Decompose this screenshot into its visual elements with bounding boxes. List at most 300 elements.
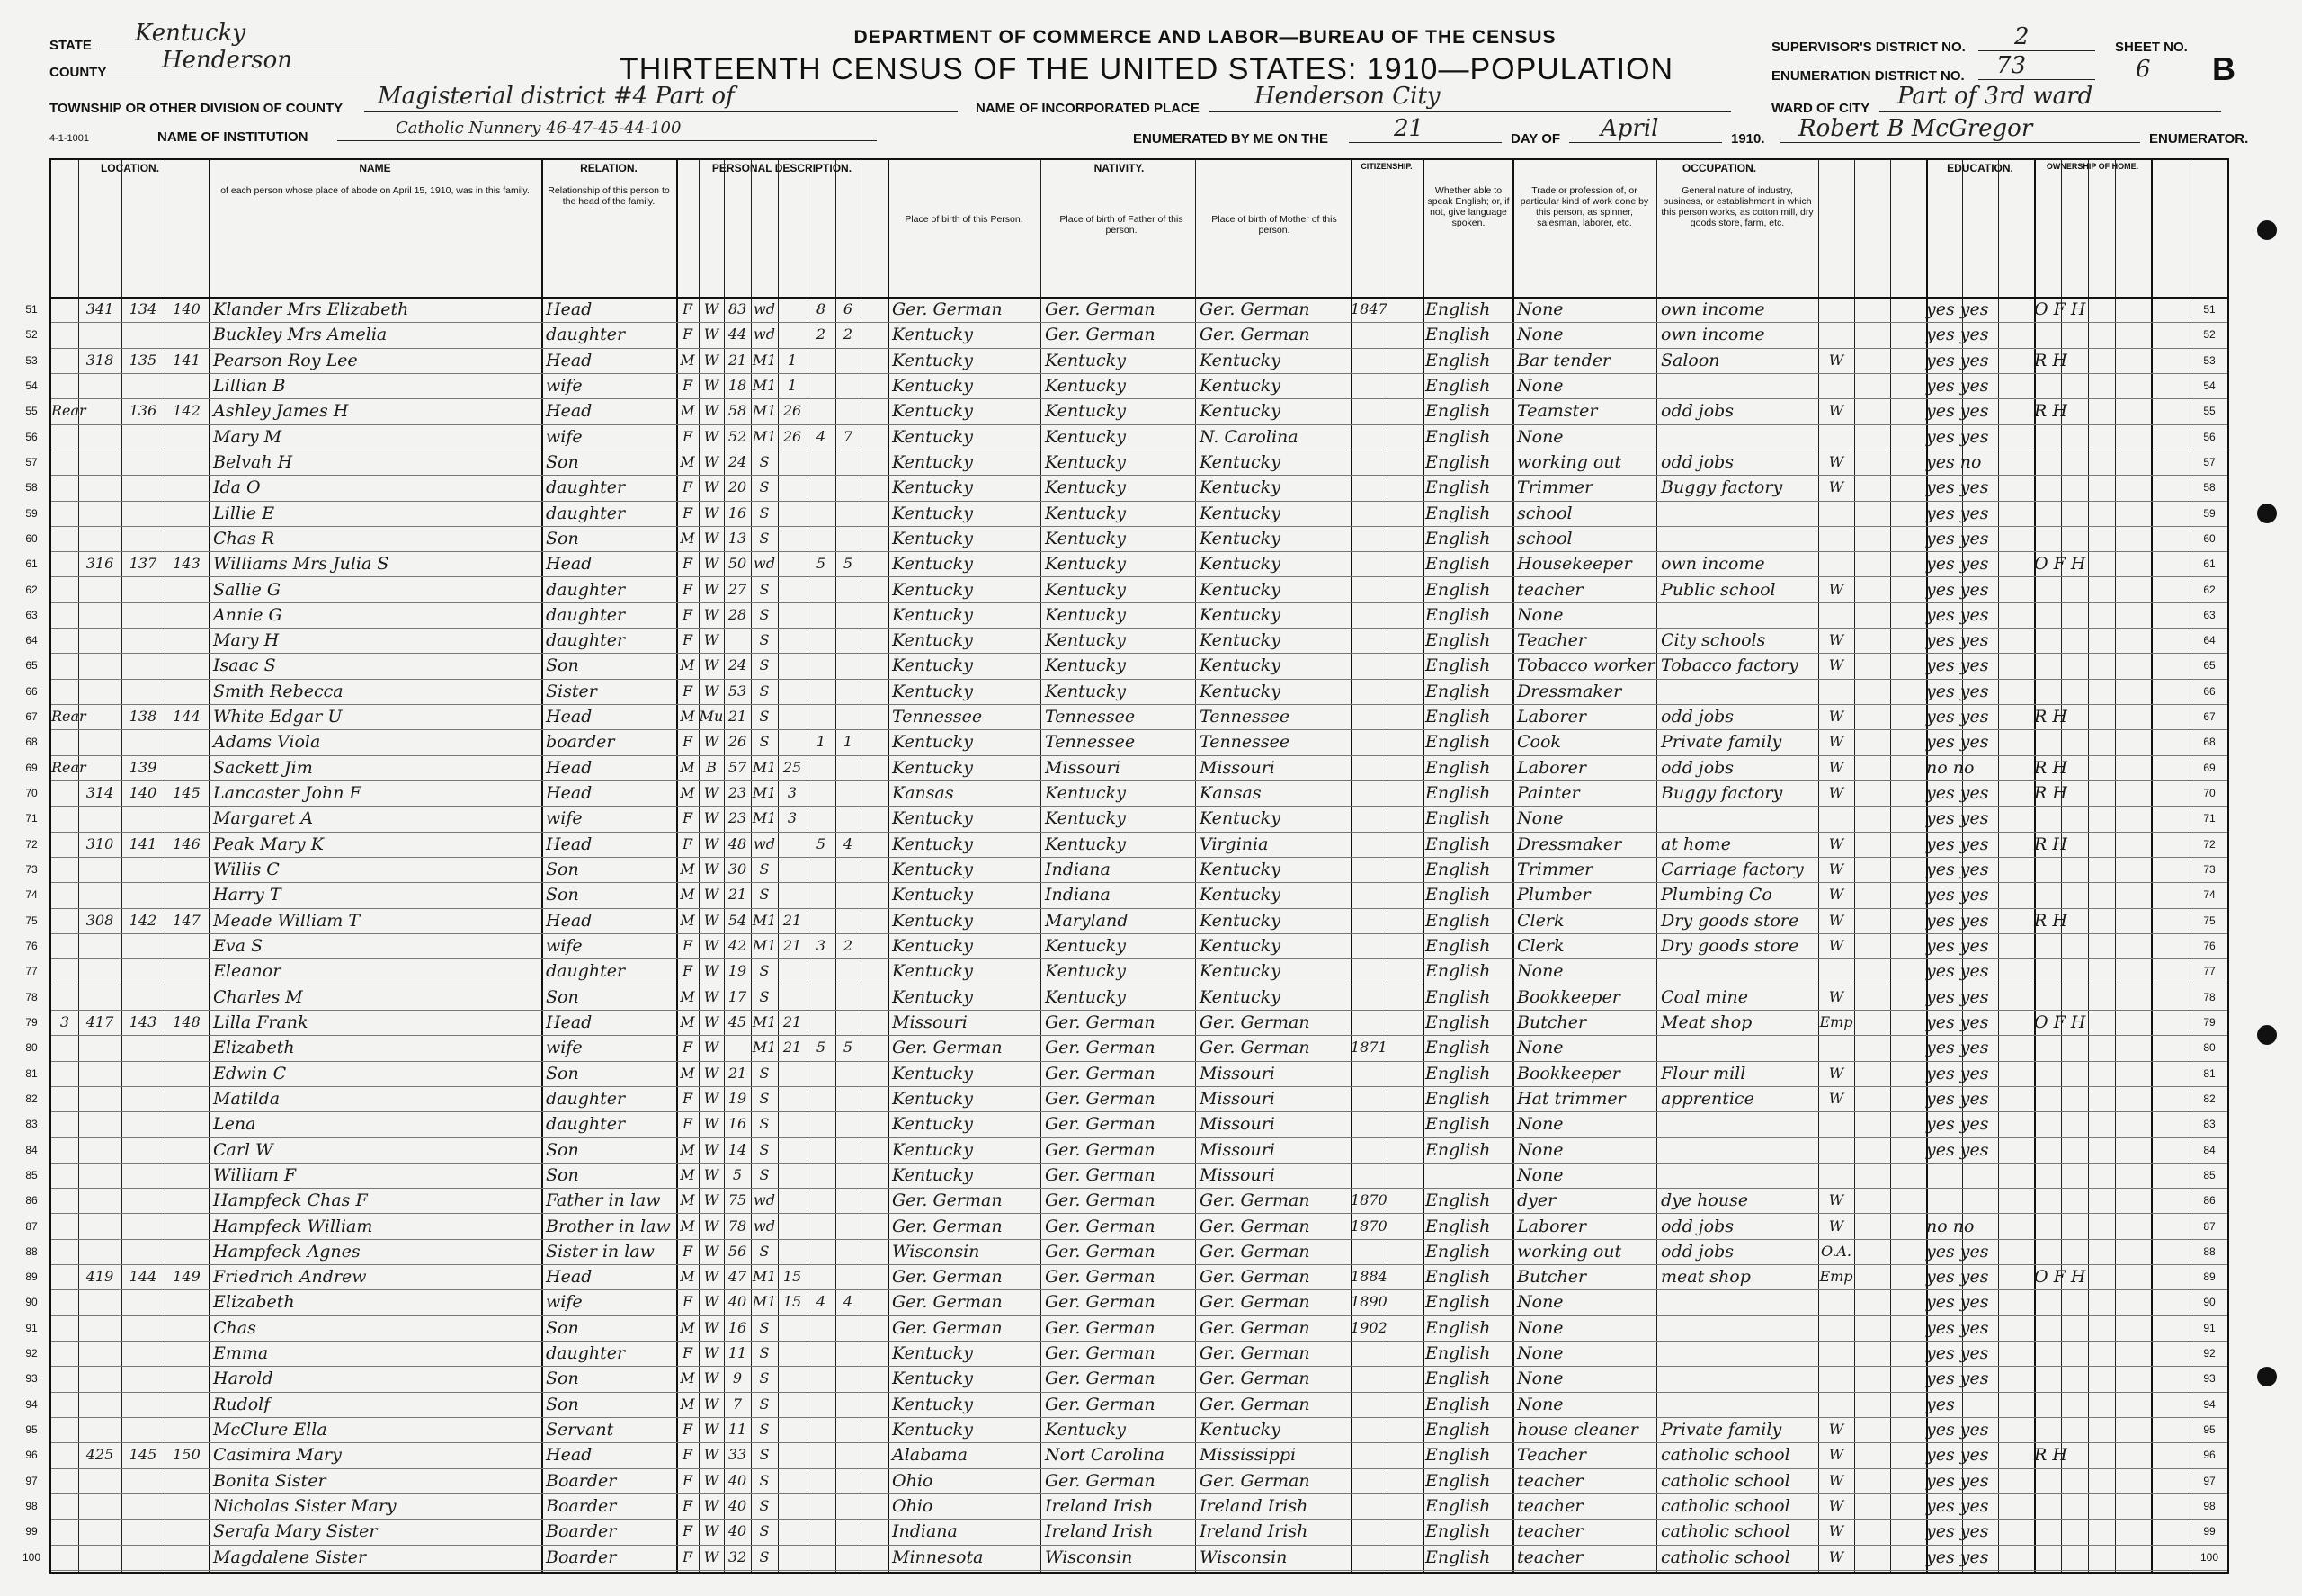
cell-imm: 1884 [1351,1268,1387,1286]
cell-pob: Kentucky [892,1139,973,1160]
cell-name: Rudolf [213,1394,271,1414]
cell-pob: Ger. German [892,1292,1003,1313]
table-row [25,1086,2227,1112]
cell-trade: Painter [1517,783,1580,804]
binder-hole [2257,1025,2277,1045]
table-row [25,985,2227,1011]
cell-lang: English [1425,1292,1491,1313]
cell-mpob: Missouri [1200,757,1275,778]
cell-lang: English [1425,910,1491,931]
cell-rel: wife [546,375,583,396]
cell-emp: W [1828,784,1844,802]
cell-mar: S [759,886,770,904]
cell-mpob: Kentucky [1200,503,1280,523]
department-heading: DEPARTMENT OF COMMERCE AND LABOR—BUREAU OF THE CENSUS [853,27,1557,48]
cell-race: W [703,1293,719,1311]
line-number-right: 81 [2203,1066,2216,1080]
table-row [25,1315,2227,1342]
cell-mar: M1 [752,911,777,929]
cell-sex: F [682,1039,693,1057]
cell-living: 6 [843,300,853,317]
cell-ind: catholic school [1661,1470,1790,1491]
cell-mar: S [759,1115,770,1133]
cell-family: 143 [173,555,201,573]
cell-ind: catholic school [1661,1521,1790,1542]
cell-yn: yes yes [1926,860,1989,880]
enumerator-value: Robert B McGregor [1798,115,2033,142]
cell-yn: yes yes [1926,528,1989,548]
cell-age: 28 [727,605,747,623]
cell-race: W [703,1140,719,1158]
cell-sex: M [680,1217,695,1235]
cell-age: 47 [727,1268,747,1286]
line-number: 100 [22,1550,41,1564]
table-header [51,160,2227,299]
cell-emp: W [1828,733,1844,751]
cell-trade: None [1517,1343,1564,1364]
cell-age: 5 [732,1165,743,1183]
group-occupation: OCCUPATION. [1682,162,1757,174]
cell-mpob: Tennessee [1200,732,1290,753]
cell-emp: W [1828,987,1844,1005]
cell-race: W [703,452,719,470]
cell-race: W [703,1191,719,1209]
cell-rel: Son [546,451,579,472]
cell-mar: wd [754,1191,775,1209]
cell-mar: wd [754,300,775,317]
line-number-right: 61 [2203,557,2216,571]
cell-mar: S [759,1089,770,1107]
cell-fpob: Ger. German [1045,299,1155,319]
cell-age: 19 [727,962,747,980]
cell-race: W [703,631,719,649]
cell-yrs: 25 [782,758,802,776]
cell-rel: boarder [546,732,615,753]
cell-lang: English [1425,1317,1491,1338]
cell-yn: yes yes [1926,707,1989,727]
cell-family: 146 [173,834,201,852]
cell-trade: Trimmer [1517,860,1593,880]
cell-name: Lilla Frank [213,1012,308,1032]
cell-yn: no no [1926,1216,1975,1236]
line-number: 66 [25,684,38,698]
cell-name: Ida O [213,477,261,498]
cell-rel: Boarder [546,1521,617,1542]
line-number-right: 77 [2203,965,2216,978]
cell-race: W [703,325,719,343]
cell-ind: Coal mine [1661,986,1748,1007]
cell-rel: daughter [546,630,626,651]
cell-race: W [703,1012,719,1030]
place-line [1209,111,1731,112]
line-number: 91 [25,1321,38,1334]
cell-emp: W [1828,452,1844,470]
cell-pob: Kentucky [892,910,973,931]
cell-fpob: Ger. German [1045,1292,1155,1313]
cell-rel: Son [546,1164,579,1185]
table-row [25,653,2227,679]
table-row [25,933,2227,959]
cell-age: 30 [727,860,747,878]
cell-dwelling: 139 [129,758,157,776]
cell-lang: English [1425,477,1491,498]
cell-born: 5 [816,834,826,852]
cell-yn: yes yes [1926,477,1989,498]
cell-family: 150 [173,1446,201,1464]
cell-ind: Dry goods store [1661,910,1799,931]
cell-name: White Edgar U [213,707,343,727]
table-row [25,450,2227,476]
line-number: 63 [25,608,38,621]
enumerator-line [1780,142,2140,143]
cell-yn: yes yes [1926,1267,1989,1288]
cell-race: W [703,478,719,496]
cell-mar: S [759,1318,770,1336]
cell-yrs: 26 [782,402,802,420]
cell-dwelling: 142 [129,911,157,929]
cell-age: 24 [727,452,747,470]
cell-emp: Emp [1819,1268,1853,1286]
cell-emp: Emp [1819,1012,1853,1030]
cell-lang: English [1425,986,1491,1007]
cell-yn: yes yes [1926,1470,1989,1491]
cell-name: Belvah H [213,451,293,472]
line-number: 74 [25,888,38,902]
table-row [25,297,2227,323]
cell-mpob: Ger. German [1200,1216,1310,1236]
cell-race: W [703,1522,719,1540]
cell-emp: W [1828,834,1844,852]
census-title: THIRTEENTH CENSUS OF THE UNITED STATES: 1910—POPULATION [619,52,1674,86]
cell-lang: English [1425,1343,1491,1364]
cell-rel: Head [546,299,593,319]
cell-yn: yes yes [1926,732,1989,753]
line-number: 92 [25,1347,38,1360]
cell-name: Friedrich Andrew [213,1267,367,1288]
cell-yn: yes yes [1926,426,1989,447]
cell-name: Hampfeck William [213,1216,373,1236]
line-number: 70 [25,787,38,800]
cell-race: W [703,834,719,852]
cell-pob: Kentucky [892,630,973,651]
cell-pob: Kentucky [892,1369,973,1389]
cell-race: W [703,911,719,929]
cell-sex: M [680,758,695,776]
cell-pob: Kentucky [892,936,973,956]
cell-mar: M1 [752,758,777,776]
enumeration-line [1978,79,2095,80]
cell-emp: W [1828,886,1844,904]
cell-fpob: Kentucky [1045,350,1126,370]
cell-age: 40 [727,1471,747,1489]
cell-trade: Dressmaker [1517,681,1622,701]
cell-fpob: Indiana [1045,885,1111,905]
line-number: 83 [25,1118,38,1131]
cell-sex: F [682,580,693,598]
line-number-right: 53 [2203,353,2216,367]
cell-age: 11 [727,1344,747,1362]
cell-mar: wd [754,325,775,343]
cell-mar: S [759,1522,770,1540]
cell-yn: yes yes [1926,1496,1989,1517]
cell-fpob: Kentucky [1045,681,1126,701]
cell-sex: M [680,1395,695,1413]
binder-hole [2257,220,2277,240]
table-row [25,857,2227,883]
cell-sex: M [680,1165,695,1183]
cell-name: Annie G [213,604,282,625]
cell-dwelling: 143 [129,1012,157,1030]
cell-mpob: Kentucky [1200,961,1280,982]
cell-ind: odd jobs [1661,1216,1735,1236]
line-number: 64 [25,634,38,647]
cell-ind: Public school [1661,579,1776,600]
cell-race: W [703,1395,719,1413]
cell-emp: W [1828,1497,1844,1515]
cell-lang: English [1425,1547,1491,1567]
supervisor-label: SUPERVISOR'S DISTRICT NO. [1771,40,1966,55]
table-row [25,1392,2227,1418]
cell-name: Lena [213,1114,256,1135]
cell-mar: wd [754,555,775,573]
enumeration-label: ENUMERATION DISTRICT NO. [1771,68,1965,84]
cell-rel: daughter [546,1343,626,1364]
cell-name: Buckley Mrs Amelia [213,325,388,345]
cell-ind: Plumbing Co [1661,885,1772,905]
line-number-right: 80 [2203,1041,2216,1055]
line-number: 67 [25,710,38,724]
cell-lang: English [1425,554,1491,575]
cell-mpob: Kentucky [1200,885,1280,905]
cell-trade: Dressmaker [1517,834,1622,854]
cell-mar: S [759,656,770,674]
cell-dwelling: 134 [129,300,157,317]
cell-mar: S [759,1344,770,1362]
cell-rel: daughter [546,1114,626,1135]
line-number-right: 98 [2203,1500,2216,1513]
cell-race: W [703,427,719,445]
cell-mpob: Ger. German [1200,1038,1310,1058]
cell-rel: Head [546,1445,593,1466]
line-number-right: 75 [2203,914,2216,927]
cell-trade: Housekeeper [1517,554,1632,575]
cell-imm: 1902 [1351,1318,1387,1336]
line-number-right: 70 [2203,787,2216,800]
cell-dwelling: 138 [129,708,157,726]
line-number: 51 [25,303,38,316]
cell-trade: school [1517,503,1573,523]
cell-sex: F [682,1446,693,1464]
cell-rel: Head [546,1012,593,1032]
sheet-value: 6 [2136,56,2151,83]
line-number-right: 92 [2203,1347,2216,1360]
cell-yn: yes yes [1926,783,1989,804]
cell-pob: Ger. German [892,1216,1003,1236]
cell-own: R H [2034,401,2067,422]
cell-fpob: Wisconsin [1045,1547,1133,1567]
cell-race: W [703,937,719,954]
line-number-right: 67 [2203,710,2216,724]
cell-mar: S [759,1471,770,1489]
cell-own: R H [2034,834,2067,854]
cell-ind: Dry goods store [1661,936,1799,956]
cell-age: 21 [727,1064,747,1082]
cell-family: 145 [173,784,201,802]
table-row [25,551,2227,577]
cell-trade: teacher [1517,1547,1584,1567]
cell-name: Smith Rebecca [213,681,344,701]
cell-mpob: Kentucky [1200,630,1280,651]
cell-fpob: Kentucky [1045,426,1126,447]
line-number: 62 [25,583,38,596]
line-number-right: 93 [2203,1372,2216,1386]
cell-sex: M [680,708,695,726]
cell-trade: None [1517,1369,1564,1389]
cell-fpob: Kentucky [1045,375,1126,396]
table-row [25,755,2227,781]
cell-age: 27 [727,580,747,598]
cell-pob: Alabama [892,1445,968,1466]
cell-pob: Kentucky [892,528,973,548]
cell-pob: Kentucky [892,503,973,523]
table-row [25,1137,2227,1164]
cell-lang: English [1425,401,1491,422]
cell-born: 4 [816,427,826,445]
cell-mar: S [759,962,770,980]
line-number: 84 [25,1143,38,1156]
cell-trade: Cook [1517,732,1561,753]
cell-yn: yes yes [1926,401,1989,422]
cell-ind: catholic school [1661,1496,1790,1517]
cell-trade: Tobacco worker [1517,655,1655,676]
cell-mpob: Kentucky [1200,604,1280,625]
cell-mpob: Ireland Irish [1200,1521,1308,1542]
cell-mpob: Ger. German [1200,1343,1310,1364]
cell-pob: Kentucky [892,986,973,1007]
cell-emp: W [1828,1471,1844,1489]
cell-pob: Kentucky [892,860,973,880]
table-row [25,832,2227,858]
cell-lang: English [1425,1012,1491,1032]
cell-fpob: Ger. German [1045,1088,1155,1109]
cell-rel: Head [546,834,593,854]
cell-mpob: Kentucky [1200,350,1280,370]
cell-age: 40 [727,1522,747,1540]
cell-yrs: 15 [782,1293,802,1311]
cell-mpob: N. Carolina [1200,426,1298,447]
cell-name: Hampfeck Agnes [213,1241,361,1262]
cell-sex: M [680,452,695,470]
table-row [25,322,2227,348]
cell-race: W [703,809,719,827]
cell-age: 83 [727,300,747,317]
cell-fpob: Tennessee [1045,707,1136,727]
cell-race: W [703,402,719,420]
cell-name: William F [213,1164,297,1185]
cell-age: 58 [727,402,747,420]
cell-mar: M1 [752,1012,777,1030]
cell-race: W [703,1471,719,1489]
cell-emp: W [1828,1089,1844,1107]
cell-sex: F [682,1293,693,1311]
cell-family: 141 [173,351,201,369]
cell-race: W [703,1115,719,1133]
cell-sex: M [680,1318,695,1336]
cell-trade: Bar tender [1517,350,1611,370]
cell-sex: F [682,555,693,573]
institution-line [337,140,877,141]
table-row [25,398,2227,424]
cell-lang: English [1425,503,1491,523]
cell-trade: working out [1517,451,1622,472]
year-label: 1910. [1731,131,1765,147]
cell-rel: Head [546,554,593,575]
cell-ind: catholic school [1661,1547,1790,1567]
cell-sex: F [682,1471,693,1489]
cell-age: 16 [727,1318,747,1336]
cell-rel: Son [546,1394,579,1414]
cell-name: Charles M [213,986,303,1007]
cell-rel: Head [546,910,593,931]
cell-mar: M1 [752,402,777,420]
cell-race: W [703,682,719,700]
cell-emp: W [1828,1217,1844,1235]
line-number-right: 59 [2203,506,2216,520]
cell-emp: W [1828,478,1844,496]
cell-rel: Boarder [546,1470,617,1491]
cell-age: 21 [727,886,747,904]
cell-lang: English [1425,375,1491,396]
table-row [25,1442,2227,1468]
cell-rel: Son [546,860,579,880]
cell-imm: 1870 [1351,1217,1387,1235]
cell-sex: F [682,937,693,954]
cell-mar: S [759,987,770,1005]
cell-pob: Ohio [892,1470,933,1491]
cell-rel: Sister in law [546,1241,655,1262]
cell-imm: 1890 [1351,1293,1387,1311]
line-number-right: 74 [2203,888,2216,902]
cell-rel: Head [546,707,593,727]
cell-age: 14 [727,1140,747,1158]
cell-yrs: 15 [782,1268,802,1286]
line-number: 61 [25,557,38,571]
cell-yn: yes yes [1926,1241,1989,1262]
cell-rel: Son [546,1369,579,1389]
cell-mpob: Ger. German [1200,1241,1310,1262]
cell-sex: F [682,1421,693,1439]
cell-sex: M [680,1064,695,1082]
group-ownership: OWNERSHIP OF HOME. [2046,162,2139,171]
cell-sex: M [680,987,695,1005]
cell-ind: odd jobs [1661,757,1735,778]
table-row [25,475,2227,501]
line-number-right: 87 [2203,1219,2216,1233]
cell-rel: daughter [546,477,626,498]
cell-age: 32 [727,1547,747,1565]
cell-mar: S [759,1547,770,1565]
cell-sex: M [680,1140,695,1158]
line-number-right: 72 [2203,837,2216,851]
cell-pob: Kentucky [892,1063,973,1083]
line-number: 59 [25,506,38,520]
cell-dwelling: 137 [129,555,157,573]
cell-age: 23 [727,809,747,827]
cell-rel: daughter [546,579,626,600]
cell-sex: F [682,300,693,317]
cell-fpob: Kentucky [1045,936,1126,956]
cell-lang: English [1425,783,1491,804]
